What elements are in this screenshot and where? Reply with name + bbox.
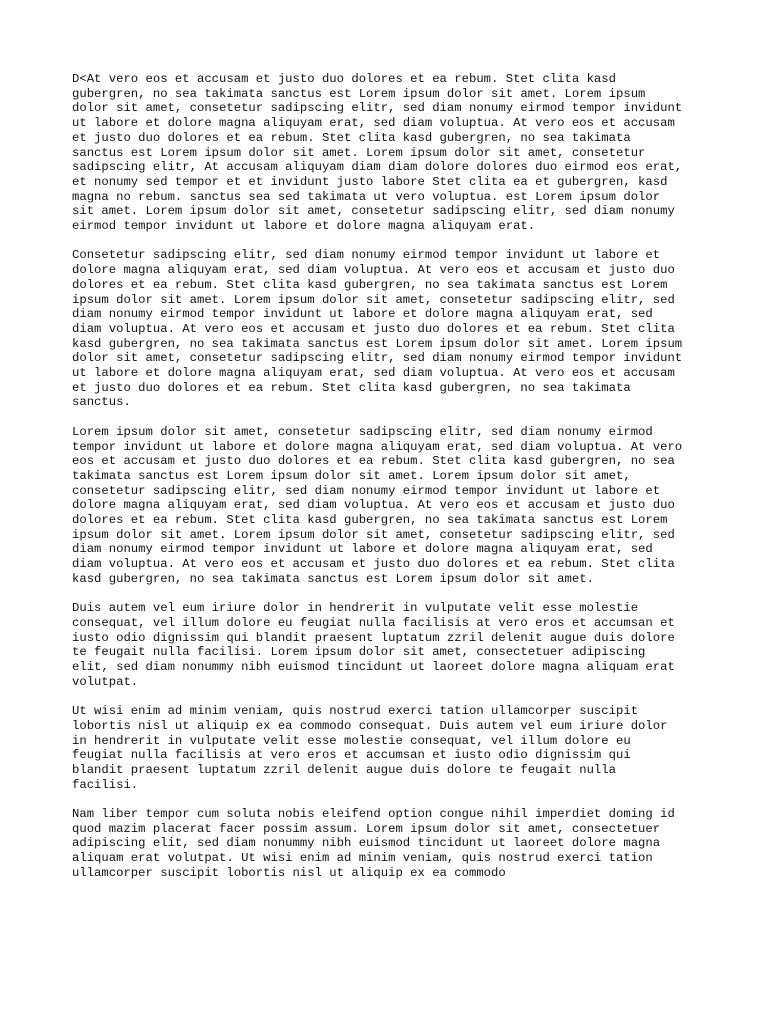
paragraph-1: D<At vero eos et accusam et justo duo dolores et ea rebum. Stet clita kasd gubergren, no sea takimata sanctus est Lorem ipsum dolor sit amet. Lorem ipsum dolor sit amet, consetetur sadipscing elitr, sed diam nonumy eirmod tempor invidunt ut labore et dolore magna aliquyam erat, sed diam voluptua. At vero eos et accusam et justo duo dolores et ea rebum. Stet clita kasd gubergren, no sea takimata sanctus est Lorem ipsum dolor sit amet. Lorem ipsum dolor sit amet, consetetur sadipscing elitr, At accusam aliquyam diam diam dolore dolores duo eirmod eos erat, et nonumy sed tempor et et invidunt justo labore Stet clita ea et gubergren, kasd magna no rebum. sanctus sea sed takimata ut vero voluptua. est Lorem ipsum dolor sit amet. Lorem ipsum dolor sit amet, consetetur sadipscing elitr, sed diam nonumy eirmod tempor invidunt ut labore et dolore magna aliquyam erat. (72, 72, 683, 234)
paragraph-4: Duis autem vel eum iriure dolor in hendrerit in vulputate velit esse molestie consequat, vel illum dolore eu feugiat nulla facilisis at vero eros et accumsan et iusto odio dignissim qui blandit praesent luptatum zzril delenit augue duis dolore te feugait nulla facilisi. Lorem ipsum dolor sit amet, consectetuer adipiscing elit, sed diam nonummy nibh euismod tincidunt ut laoreet dolore magna aliquam erat volutpat. (72, 601, 675, 689)
document-body (72, 72, 702, 895)
paragraph-6: Nam liber tempor cum soluta nobis eleifend option congue nihil imperdiet doming id quod mazim placerat facer possim assum. Lorem ipsum dolor sit amet, consectetuer adipiscing elit, sed diam nonummy nibh euismod tincidunt ut laoreet dolore magna aliquam erat volutpat. Ut wisi enim ad minim veniam, quis nostrud exerci tation ullamcorper suscipit lobortis nisl ut aliquip ex ea commodo (72, 807, 675, 880)
paragraph-5: Ut wisi enim ad minim veniam, quis nostrud exerci tation ullamcorper suscipit lobortis nisl ut aliquip ex ea commodo consequat. Duis autem vel eum iriure dolor in hendrerit in vulputate velit esse molestie consequat, vel illum dolore eu feugiat nulla facilisis at vero eros et accumsan et iusto odio dignissim qui blandit praesent luptatum zzril delenit augue duis dolore te feugait nulla facilisi. (72, 704, 668, 792)
paragraph-2: Consetetur sadipscing elitr, sed diam nonumy eirmod tempor invidunt ut labore et dolore magna aliquyam erat, sed diam voluptua. At vero eos et accusam et justo duo dolores et ea rebum. Stet clita kasd gubergren, no sea takimata sanctus est Lorem ipsum dolor sit amet. Lorem ipsum dolor sit amet, consetetur sadipscing elitr, sed diam nonumy eirmod tempor invidunt ut labore et dolore magna aliquyam erat, sed diam voluptua. At vero eos et accusam et justo duo dolores et ea rebum. Stet clita kasd gubergren, no sea takimata sanctus est Lorem ipsum dolor sit amet. Lorem ipsum dolor sit amet, consetetur sadipscing elitr, sed diam nonumy eirmod tempor invidunt ut labore et dolore magna aliquyam erat, sed diam voluptua. At vero eos et accusam et justo duo dolores et ea rebum. Stet clita kasd gubergren, no sea takimata sanctus. (72, 248, 683, 410)
paragraph-3: Lorem ipsum dolor sit amet, consetetur sadipscing elitr, sed diam nonumy eirmod tempor invidunt ut labore et dolore magna aliquyam erat, sed diam voluptua. At vero eos et accusam et justo duo dolores et ea rebum. Stet clita kasd gubergren, no sea takimata sanctus est Lorem ipsum dolor sit amet. Lorem ipsum dolor sit amet, consetetur sadipscing elitr, sed diam nonumy eirmod tempor invidunt ut labore et dolore magna aliquyam erat, sed diam voluptua. At vero eos et accusam et justo duo dolores et ea rebum. Stet clita kasd gubergren, no sea takimata sanctus est Lorem ipsum dolor sit amet. Lorem ipsum dolor sit amet, consetetur sadipscing elitr, sed diam nonumy eirmod tempor invidunt ut labore et dolore magna aliquyam erat, sed diam voluptua. At vero eos et accusam et justo duo dolores et ea rebum. Stet clita kasd gubergren, no sea takimata sanctus est Lorem ipsum dolor sit amet. (72, 424, 683, 586)
